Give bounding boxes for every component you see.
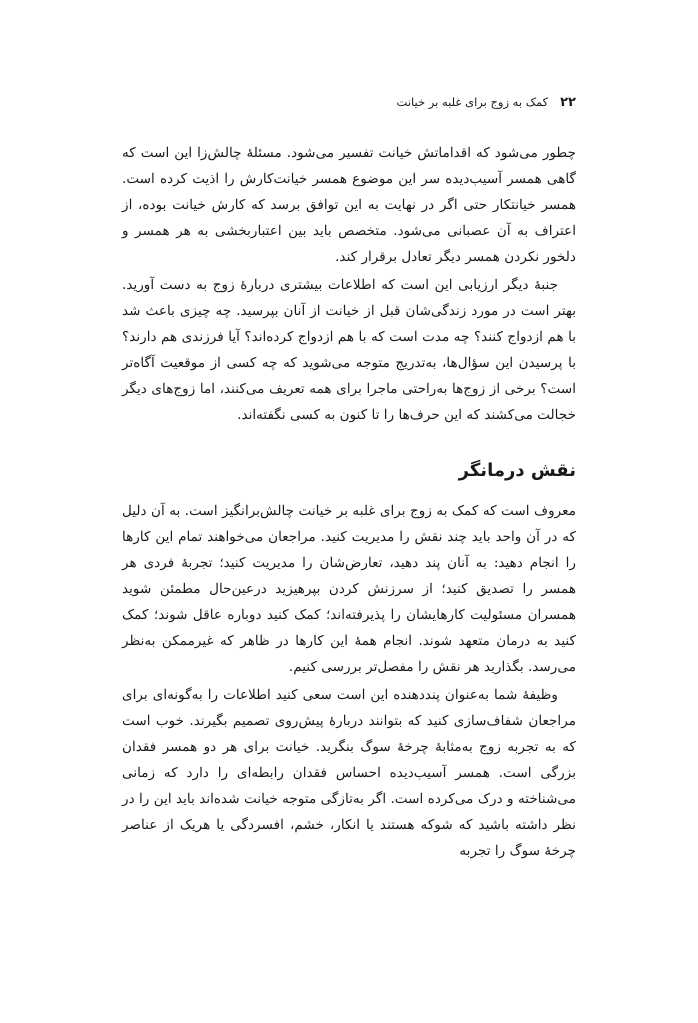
paragraph-assessment: جنبهٔ دیگر ارزیابی این است که اطلاعات بیشتری دربارهٔ زوج به دست آورید. بهتر است در مورد زندگی‌شان قبل از خیانت از آنان بپرسید. چه چیزی باعث شد با هم ازدواج کنند؟ چه مدت است که با هم ازدواج کرده‌اند؟ آیا فرزندی هم دارند؟ با پرسیدن این سؤال‌ها، به‌تدریج متوجه می‌شوید که چه کسی از موقعیت آگاه‌تر است؟ برخی از زوج‌ها به‌راحتی ماجرا برای همه تعریف می‌کنند، اما زوج‌های دیگر خجالت می‌کشند که این حرف‌ها را تا کنون به کسی نگفته‌اند. [122, 277, 576, 423]
section-heading: نقش درمانگر [458, 460, 576, 481]
page-body [122, 140, 576, 864]
page-number: ۲۲ [560, 94, 576, 110]
running-title: کمک به زوج برای غلبه بر خیانت [396, 95, 549, 109]
running-header [122, 92, 576, 112]
paragraph-continuation: چطور می‌شود که اقداماتش خیانت تفسیر می‌شود. مسئلهٔ چالش‌زا این است که گاهی همسر آسیب‌دیده سر این موضوع همسر خیانت‌کارش را اذیت کرده است. همسر خیانتکار حتی اگر در نهایت به این توافق برسد که کارش خیانت بوده، از اعتراف به آن عصبانی می‌شود. متخصص باید بین اعتباربخشی به هر همسر و دلخور نکردن همسر دیگر تعادل برقرار کند. [122, 145, 576, 265]
paragraph-therapist-role: معروف است که کمک به زوج برای غلبه بر خیانت چالش‌برانگیز است. به آن دلیل که در آن واحد باید چند نقش را مدیریت کنید. مراجعان می‌خواهند تمام این کارها را انجام دهید: به آنان پند دهید، تعارض‌شان را مدیریت کنید؛ تجربهٔ فردی هر همسر را تصدیق کنید؛ از سرزنش کردن بپرهیزید درعین‌حال مطمئن شوید همسران مسئولیت کارهایشان را پذیرفته‌اند؛ کمک کنید دوباره عاقل شوند؛ کمک کنید به درمان متعهد شوند. انجام همهٔ این کارها در ظاهر که غیرممکن به‌نظر می‌رسد. بگذارید هر نقش را مفصل‌تر بررسی کنیم. [122, 503, 576, 675]
paragraph-advisor-duty: وظیفهٔ شما به‌عنوان پنددهنده این است سعی کنید اطلاعات را به‌گونه‌ای برای مراجعان شفاف‌سازی کنید که بتوانند دربارهٔ پیش‌روی تصمیم بگیرند. خوب است که به تجربه زوج به‌مثابهٔ چرخهٔ سوگ بنگرید. خیانت برای هر دو همسر فقدان بزرگی است. همسر آسیب‌دیده احساس فقدان رابطه‌ای را دارد که زمانی می‌شناخته و درک می‌کرده است. اگر به‌تازگی متوجه خیانت شده‌اند باید این را در نظر داشته باشید که شوکه هستند یا انکار، خشم، افسردگی یا هریک از عناصر چرخهٔ سوگ را تجربه [122, 687, 576, 859]
